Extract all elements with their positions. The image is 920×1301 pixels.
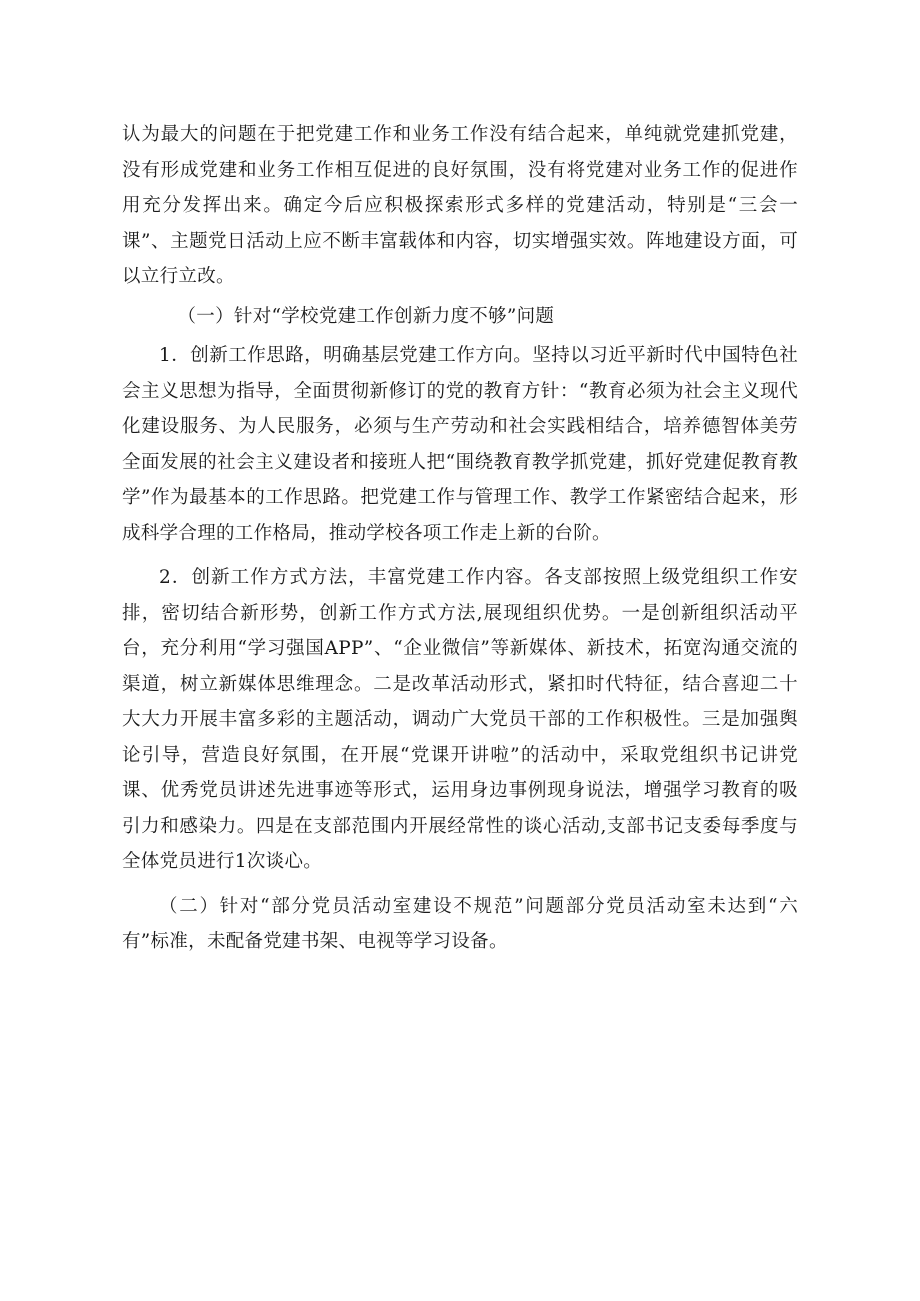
section-heading-1: （一）针对“学校党建工作创新力度不够”问题 (177, 305, 555, 327)
paragraph-continuation: 认为最大的问题在于把党建工作和业务工作没有结合起来，单纯就党建抓党建，没有形成党建和业务工作相互促进的良好氛围，没有将党建对业务工作的促进作用充分发挥出来。确定今后应积极探索形式多样的党建活动，特别是“三会一课”、主题党日活动上应不断丰富载体和内容，切实增强实效。阵地建设方面，可以立行立改。 (122, 124, 798, 287)
paragraph-item-2: 2．创新工作方式方法，丰富党建工作内容。各支部按照上级党组织工作安排，密切结合新形势，创新工作方式方法,展现组织优势。一是创新组织活动平台，充分利用“学习强国APP”、“企业微信”等新媒体、新技术，拓宽沟通交流的渠道，树立新媒体思维理念。二是改革活动形式，紧扣时代特征，结合喜迎二十大大力开展丰富多彩的主题活动，调动广大党员干部的工作积极性。三是加强舆论引导，营造良好氛围，在开展“党课开讲啦”的活动中，采取党组织书记讲党课、优秀党员讲述先进事迹等形式，运用身边事例现身说法，增强学习教育的吸引力和感染力。四是在支部范围内开展经常性的谈心活动,支部书记支委每季度与全体党员进行1次谈心。 (122, 567, 798, 872)
section-heading-2: （二）针对“部分党员活动室建设不规范”问题部分党员活动室未达到“六有”标准，未配备党建书架、电视等学习设备。 (122, 895, 798, 952)
paragraph-item-1: 1．创新工作思路，明确基层党建工作方向。坚持以习近平新时代中国特色社会主义思想为指导，全面贯彻新修订的党的教育方针：“教育必须为社会主义现代化建设服务、为人民服务，必须与生产劳动和社会实践相结合，培养德智体美劳全面发展的社会主义建设者和接班人把“围绕教育教学抓党建，抓好党建促教育教学”作为最基本的工作思路。把党建工作与管理工作、教学工作紧密结合起来，形成科学合理的工作格局，推动学校各项工作走上新的台阶。 (122, 345, 798, 544)
document-body (122, 117, 798, 960)
